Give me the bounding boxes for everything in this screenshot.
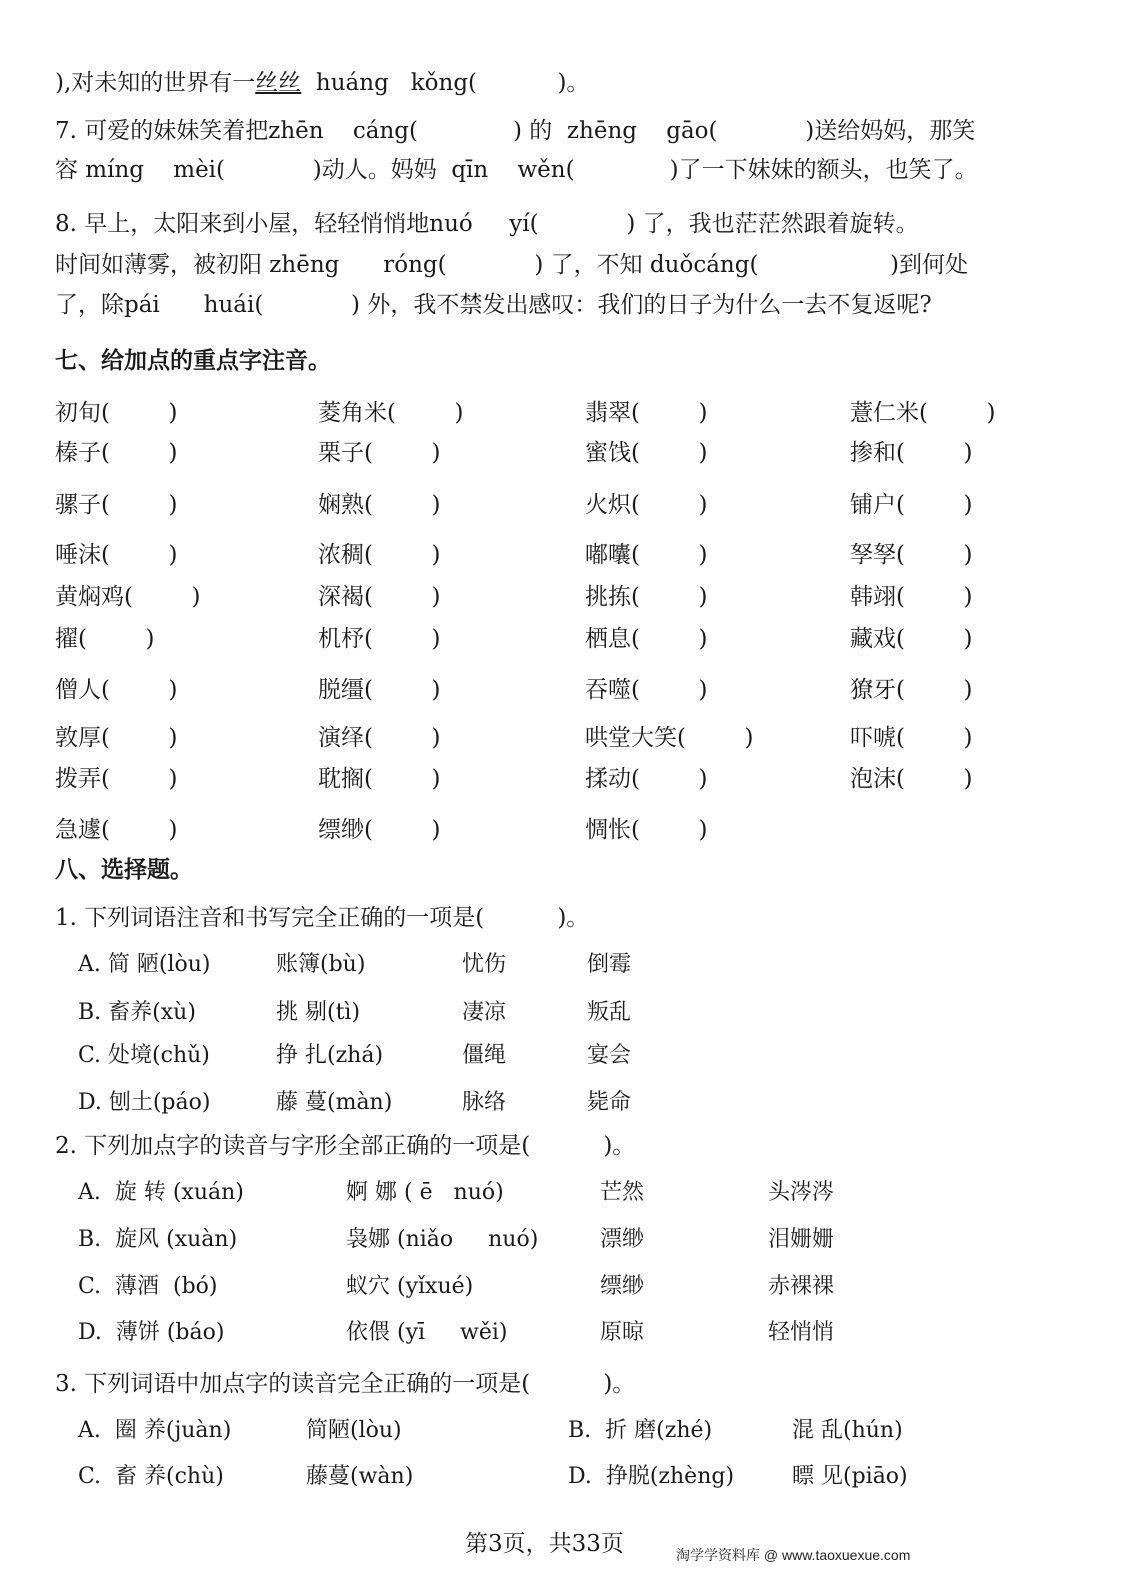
- option-cell: 蚁穴 (yǐxué): [346, 1274, 474, 1299]
- line-0-post: huáng kǒng( )。: [301, 70, 590, 96]
- watermark: 淘学学资料库 @ www.taoxuexue.com: [676, 1547, 911, 1563]
- pinyin-item: 榛子( ): [55, 440, 178, 466]
- line-0-pre: ),对未知的世界有一: [55, 70, 256, 96]
- pinyin-item: 蜜饯( ): [585, 440, 708, 466]
- option-cell: 挣 扎(zhá): [276, 1043, 384, 1068]
- pinyin-item: 急遽( ): [55, 817, 178, 843]
- pinyin-item: 惆怅( ): [585, 817, 708, 843]
- option-cell: 忧伤: [462, 952, 507, 977]
- question-8-line-2: 时间如薄雾，被初阳 zhēng róng( ) 了，不知 duǒcáng( )到何处: [55, 252, 968, 278]
- pinyin-item: 韩翊( ): [850, 584, 973, 610]
- option-cell: C. 畜 养(chù): [78, 1464, 224, 1489]
- pinyin-item: 初旬( ): [55, 400, 178, 426]
- section-8-title: 八、选择题。: [55, 856, 193, 883]
- option-cell: 瞟 见(piāo): [792, 1464, 908, 1489]
- option-cell: C. 处境(chǔ): [78, 1043, 210, 1068]
- question-8-line-3: 了，除pái huái( ) 外，我不禁发出感叹：我们的日子为什么一去不复返呢?: [55, 292, 932, 318]
- line-0: [55, 68, 589, 98]
- question-8-line-1: 8. 早上，太阳来到小屋，轻轻悄悄地nuó yí( ) 了，我也茫茫然跟着旋转。: [55, 211, 919, 237]
- question-1-stem: 1. 下列词语注音和书写完全正确的一项是( )。: [55, 905, 590, 931]
- option-cell: A. 简 陋(lòu): [78, 952, 211, 977]
- option-cell: 依偎 (yī wěi): [346, 1320, 508, 1345]
- line-0-underlined: 丝丝: [255, 70, 302, 96]
- pinyin-item: 泡沫( ): [850, 766, 973, 792]
- pinyin-item: 揉动( ): [585, 766, 708, 792]
- question-2-stem: 2. 下列加点字的读音与字形全部正确的一项是( )。: [55, 1133, 636, 1159]
- option-cell: 缥缈: [600, 1274, 645, 1299]
- pinyin-item: 栗子( ): [318, 440, 441, 466]
- pinyin-item: 吞噬( ): [585, 677, 708, 703]
- pinyin-item: 哄堂大笑( ): [585, 725, 754, 751]
- pinyin-item: 僧人( ): [55, 677, 178, 703]
- option-cell: D. 刨土(páo): [78, 1090, 211, 1115]
- pinyin-item: 吓唬( ): [850, 725, 973, 751]
- pinyin-item: 拨弄( ): [55, 766, 178, 792]
- pinyin-item: 嘟囔( ): [585, 542, 708, 568]
- pinyin-item: 演绎( ): [318, 725, 441, 751]
- option-cell: 宴会: [587, 1043, 632, 1068]
- option-cell: 藤 蔓(màn): [276, 1090, 393, 1115]
- option-cell: D. 薄饼 (báo): [78, 1320, 225, 1345]
- option-cell: 婀 娜 ( ē nuó): [346, 1180, 504, 1205]
- pinyin-item: 骡子( ): [55, 492, 178, 518]
- option-cell: 简陋(lòu): [306, 1418, 402, 1443]
- pinyin-item: 菱角米( ): [318, 400, 464, 426]
- pinyin-item: 娴熟( ): [318, 492, 441, 518]
- page-number: 第3页，共33页: [465, 1531, 624, 1557]
- pinyin-item: 挑拣( ): [585, 584, 708, 610]
- pinyin-item: 敦厚( ): [55, 725, 178, 751]
- pinyin-item: 火炽( ): [585, 492, 708, 518]
- option-cell: C. 薄酒 (bó): [78, 1274, 218, 1299]
- pinyin-item: 掺和( ): [850, 440, 973, 466]
- option-cell: B. 畜养(xù): [78, 1000, 196, 1025]
- option-cell: A. 旋 转 (xuán): [78, 1180, 244, 1205]
- pinyin-item: 黄焖鸡( ): [55, 584, 201, 610]
- pinyin-item: 藏戏( ): [850, 626, 973, 652]
- option-cell: B. 折 磨(zhé): [568, 1418, 713, 1443]
- pinyin-item: 孥孥( ): [850, 542, 973, 568]
- option-cell: 挑 剔(tì): [276, 1000, 361, 1025]
- pinyin-item: 浓稠( ): [318, 542, 441, 568]
- option-cell: 原晾: [600, 1320, 645, 1345]
- option-cell: D. 挣脱(zhèng): [568, 1464, 735, 1489]
- option-cell: B. 旋风 (xuàn): [78, 1227, 238, 1252]
- option-cell: 凄凉: [462, 1000, 507, 1025]
- option-cell: 袅娜 (niǎo nuó): [346, 1227, 539, 1252]
- option-cell: 叛乱: [587, 1000, 632, 1025]
- question-3-stem: 3. 下列词语中加点字的读音完全正确的一项是( )。: [55, 1371, 636, 1397]
- pinyin-item: 缥缈( ): [318, 817, 441, 843]
- option-cell: 僵绳: [462, 1043, 507, 1068]
- option-cell: 倒霉: [587, 952, 632, 977]
- pinyin-item: 翡翠( ): [585, 400, 708, 426]
- option-cell: 藤蔓(wàn): [306, 1464, 414, 1489]
- option-cell: 芒然: [600, 1180, 645, 1205]
- option-cell: 混 乱(hún): [792, 1418, 903, 1443]
- option-cell: 轻悄悄: [768, 1320, 835, 1345]
- question-7-line-2: 容 míng mèi( )动人。妈妈 qīn wěn( )了一下妹妹的额头，也笑了。: [55, 157, 978, 183]
- pinyin-item: 薏仁米( ): [850, 400, 996, 426]
- option-cell: 账簿(bù): [276, 952, 366, 977]
- pinyin-item: 唾沫( ): [55, 542, 178, 568]
- pinyin-item: 铺户( ): [850, 492, 973, 518]
- pinyin-item: 耽搁( ): [318, 766, 441, 792]
- pinyin-item: 獠牙( ): [850, 677, 973, 703]
- pinyin-item: 栖息( ): [585, 626, 708, 652]
- option-cell: 脉络: [462, 1090, 507, 1115]
- pinyin-item: 脱缰( ): [318, 677, 441, 703]
- option-cell: 毙命: [587, 1090, 632, 1115]
- option-cell: 泪姗姗: [768, 1227, 835, 1252]
- pinyin-item: 深褐( ): [318, 584, 441, 610]
- option-cell: 赤裸裸: [768, 1274, 835, 1299]
- section-7-title: 七、给加点的重点字注音。: [55, 347, 331, 374]
- pinyin-item: 机杼( ): [318, 626, 441, 652]
- option-cell: 头涔涔: [768, 1180, 835, 1205]
- option-cell: 漂缈: [600, 1227, 645, 1252]
- pinyin-item: 擢( ): [55, 626, 155, 652]
- question-7-line-1: 7. 可爱的妹妹笑着把zhēn cáng( ) 的 zhēng gāo( )送给妈妈，那笑: [55, 118, 976, 144]
- option-cell: A. 圈 养(juàn): [78, 1418, 232, 1443]
